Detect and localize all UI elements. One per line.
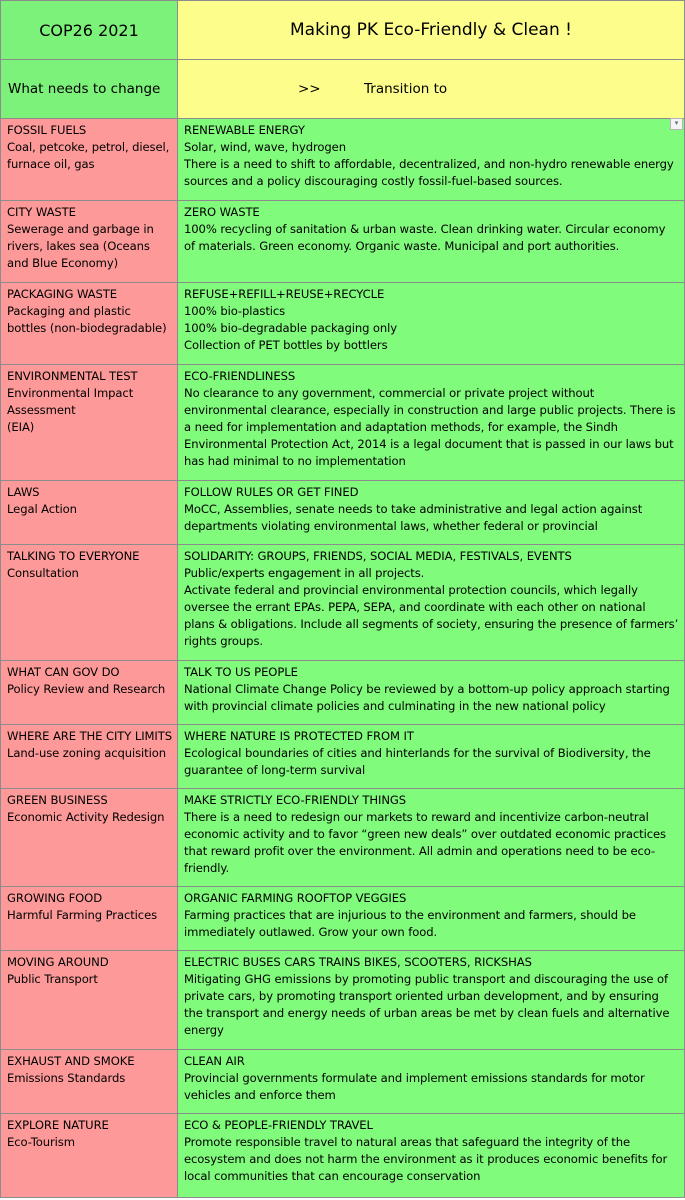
transition-detail: There is a need to redesign our markets to reward and incentivize carbon-neutral economic activity and to favor “green new deals” over outdated economic practices that reward profit over the environment. All admin and operations need to be eco-friendly. [184, 810, 666, 875]
change-cell [1, 887, 178, 951]
change-detail: Consultation [7, 566, 79, 580]
transition-detail: 100% recycling of sanitation & urban waste. Clean drinking water. Circular economy of materials. Green economy. Organic waste. Municipal and port authorities. [184, 222, 666, 253]
change-title: GROWING FOOD [7, 891, 103, 905]
change-title: EXPLORE NATURE [7, 1118, 109, 1132]
change-title: GREEN BUSINESS [7, 793, 108, 807]
change-title: ENVIRONMENTAL TEST [7, 369, 138, 383]
change-cell [1, 789, 178, 887]
table-row [1, 481, 685, 545]
transition-label: Transition to [364, 81, 448, 97]
transition-detail: Ecological boundaries of cities and hinterlands for the survival of Biodiversity, the guarantee of long-term survival [184, 746, 651, 777]
table-row [1, 661, 685, 725]
change-cell [1, 951, 178, 1050]
transition-cell [178, 951, 685, 1050]
change-cell [1, 1050, 178, 1114]
change-detail: Environmental Impact Assessment [7, 386, 134, 417]
transition-title: SOLIDARITY: GROUPS, FRIENDS, SOCIAL MEDIA, FESTIVALS, EVENTS [184, 549, 572, 563]
transition-title: FOLLOW RULES OR GET FINED [184, 485, 359, 499]
subheader-left: What needs to change [1, 60, 178, 119]
transition-detail: Promote responsible travel to natural areas that safeguard the integrity of the ecosystem and does not harm the environment as it produces economic benefits for local communities that can encourage conservation [184, 1135, 668, 1183]
transition-cell [178, 661, 685, 725]
table-row [1, 1114, 685, 1198]
change-title: PACKAGING WASTE [7, 287, 117, 301]
table-row [1, 365, 685, 481]
transition-cell [178, 887, 685, 951]
change-cell [1, 365, 178, 481]
table-row [1, 283, 685, 365]
change-cell [1, 201, 178, 283]
transition-detail: MoCC, Assemblies, senate needs to take administrative and legal action against departments violating environmental laws, whether federal or provincial [184, 502, 643, 533]
transition-title: ZERO WASTE [184, 205, 260, 219]
transition-detail: Solar, wind, wave, hydrogen [184, 140, 346, 154]
transition-title: TALK TO US PEOPLE [184, 665, 298, 679]
transition-title: ORGANIC FARMING ROOFTOP VEGGIES [184, 891, 407, 905]
transition-detail: Activate federal and provincial environmental protection councils, which legally oversee the errant EPAs. PEPA, SEPA, and coordinate with each other on national plans & obligations. Include all segments of society, ensuring the presence of farmers’ rights groups. [184, 583, 679, 648]
change-detail: Eco-Tourism [7, 1135, 75, 1149]
transition-title: ELECTRIC BUSES CARS TRAINS BIKES, SCOOTERS, RICKSHAS [184, 955, 532, 969]
header-row [1, 1, 685, 60]
transition-cell [178, 1050, 685, 1114]
transition-title: WHERE NATURE IS PROTECTED FROM IT [184, 729, 414, 743]
table-row [1, 887, 685, 951]
transition-cell [178, 789, 685, 887]
transition-cell [178, 119, 685, 201]
subheader-row [1, 60, 685, 119]
transition-cell [178, 481, 685, 545]
change-detail: Public Transport [7, 972, 98, 986]
table-row [1, 201, 685, 283]
transition-cell [178, 1114, 685, 1198]
change-detail: Harmful Farming Practices [7, 908, 158, 922]
change-detail: Coal, petcoke, petrol, diesel, furnace oil, gas [7, 140, 170, 171]
transition-title: ECO-FRIENDLINESS [184, 369, 296, 383]
transition-detail: Provincial governments formulate and implement emissions standards for motor vehicles and enforce them [184, 1071, 645, 1102]
change-title: MOVING AROUND [7, 955, 109, 969]
change-detail: Economic Activity Redesign [7, 810, 165, 824]
change-cell [1, 545, 178, 661]
change-cell [1, 1114, 178, 1198]
rows-body [1, 119, 685, 1198]
arrow-label: >> [298, 81, 321, 97]
transition-detail: 100% bio-degradable packaging only [184, 321, 398, 335]
transition-cell [178, 725, 685, 789]
change-cell [1, 481, 178, 545]
transition-cell [178, 365, 685, 481]
table-row [1, 789, 685, 887]
transition-detail: National Climate Change Policy be reviewed by a bottom-up policy approach starting with provincial climate policies and culminating in the new national policy [184, 682, 670, 713]
change-cell [1, 283, 178, 365]
transition-detail: Collection of PET bottles by bottlers [184, 338, 388, 352]
change-detail: (EIA) [7, 420, 35, 434]
change-cell [1, 119, 178, 201]
change-detail: Land-use zoning acquisition [7, 746, 166, 760]
header-left: COP26 2021 [1, 1, 178, 60]
table-row [1, 119, 685, 201]
transition-cell [178, 283, 685, 365]
change-title: CITY WASTE [7, 205, 76, 219]
transition-detail: Farming practices that are injurious to the environment and farmers, should be immediately outlawed. Grow your own food. [184, 908, 636, 939]
dropdown-handle-icon[interactable]: ▾ [670, 118, 683, 130]
table-row [1, 1050, 685, 1114]
change-cell [1, 725, 178, 789]
change-detail: Policy Review and Research [7, 682, 166, 696]
transition-title: REFUSE+REFILL+REUSE+RECYCLE [184, 287, 385, 301]
change-title: WHERE ARE THE CITY LIMITS [7, 729, 172, 743]
subheader-right [178, 60, 685, 119]
change-detail: Emissions Standards [7, 1071, 126, 1085]
transition-detail: Mitigating GHG emissions by promoting public transport and discouraging the use of private cars, by promoting transport oriented urban development, and by ensuring the transport and energy needs of urban areas be met by clean fuels and alternative energy [184, 972, 670, 1037]
change-detail: Legal Action [7, 502, 77, 516]
transition-detail: No clearance to any government, commercial or private project without environmental clearance, especially in construction and large public projects. There is a need for implementation and adaptation methods, for example, the Sindh Environmental Protection Act, 2014 is a legal document that is passed in our laws but has had minimal to no implementation [184, 386, 676, 468]
transition-title: RENEWABLE ENERGY [184, 123, 305, 137]
change-title: LAWS [7, 485, 40, 499]
change-title: FOSSIL FUELS [7, 123, 87, 137]
transition-cell [178, 201, 685, 283]
change-title: TALKING TO EVERYONE [7, 549, 140, 563]
transition-title: ECO & PEOPLE-FRIENDLY TRAVEL [184, 1118, 373, 1132]
change-detail: Packaging and plastic bottles (non-biodegradable) [7, 304, 167, 335]
transition-detail: Public/experts engagement in all projects. [184, 566, 425, 580]
transition-cell [178, 545, 685, 661]
table-row [1, 725, 685, 789]
table-row [1, 545, 685, 661]
transition-detail: There is a need to shift to affordable, decentralized, and non-hydro renewable energy sources and a policy discouraging costly fossil-fuel-based sources. [184, 157, 674, 188]
change-cell [1, 661, 178, 725]
change-title: WHAT CAN GOV DO [7, 665, 120, 679]
change-title: EXHAUST AND SMOKE [7, 1054, 135, 1068]
transition-title: CLEAN AIR [184, 1054, 245, 1068]
table-row [1, 951, 685, 1050]
transition-title: MAKE STRICTLY ECO-FRIENDLY THINGS [184, 793, 407, 807]
transition-detail: 100% bio-plastics [184, 304, 286, 318]
header-right: Making PK Eco-Friendly & Clean ! [178, 1, 685, 60]
change-detail: Sewerage and garbage in rivers, lakes sea (Oceans and Blue Economy) [7, 222, 154, 270]
